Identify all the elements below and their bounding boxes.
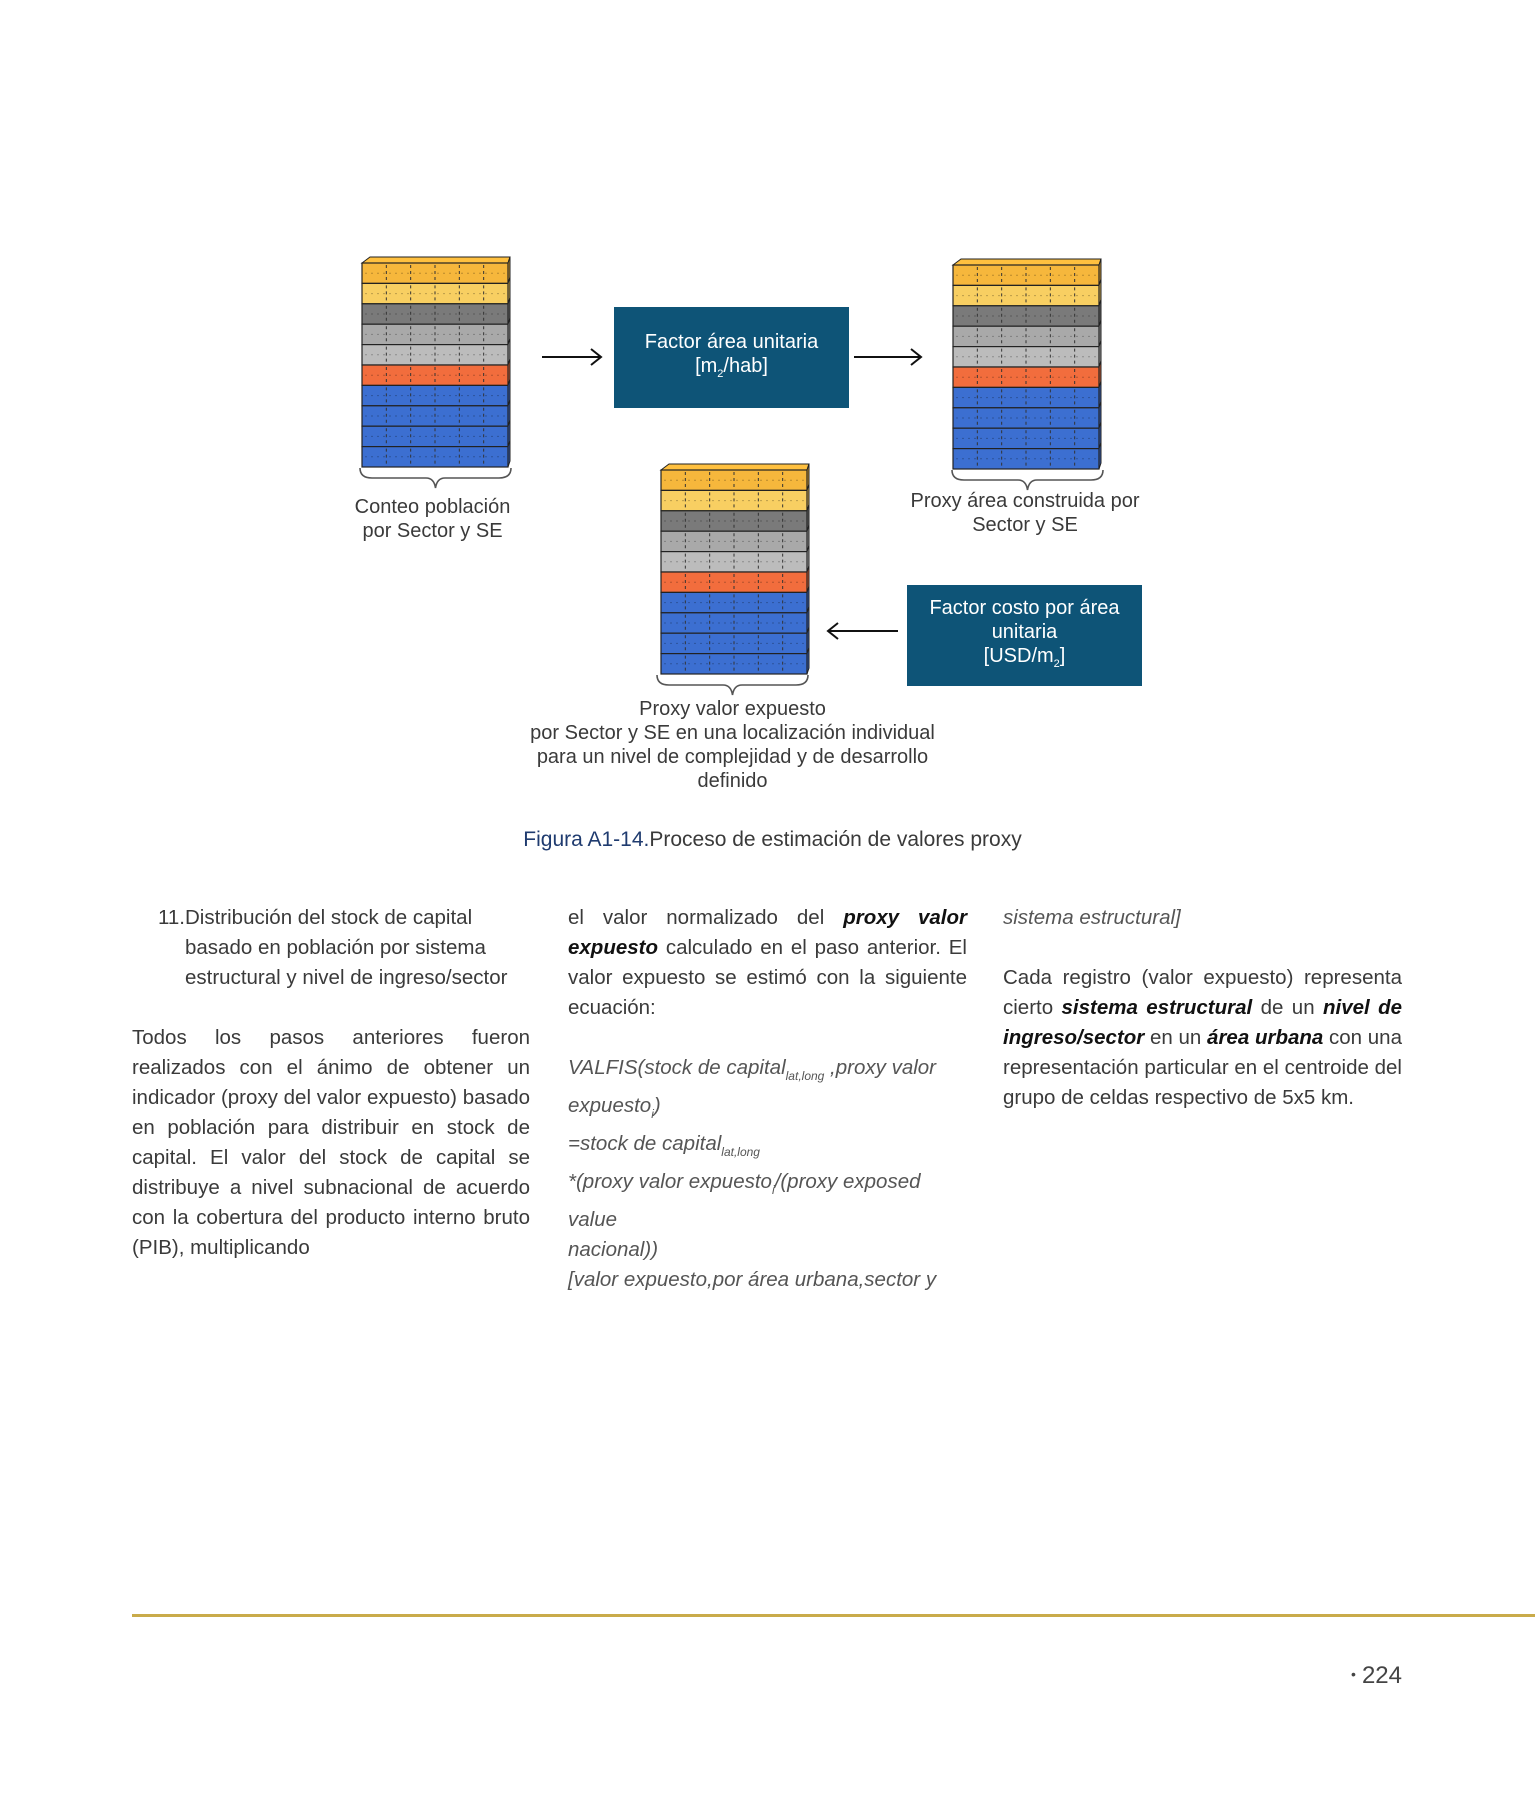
stack-layer-side — [1099, 443, 1101, 469]
eq-line3: =stock de capital$_{lat,long}$ — [568, 1132, 760, 1159]
list-line2: basado en población por sistema — [185, 936, 486, 959]
arrow-right-1 — [540, 346, 604, 368]
col3-paragraph: Cada registro (valor expuesto) representa cierto sistema estructural de un nivel de ingreso/sector en un área urbana con una representación particular en el centroide del grupo de celdas respectivo de 5x5 km. — [1003, 966, 1402, 1109]
brace-bottom — [655, 673, 810, 699]
arrow-left — [824, 620, 900, 642]
list-item — [132, 903, 530, 993]
stack-built-area — [951, 257, 1105, 471]
left-stack-label — [320, 495, 545, 543]
factor-area-box — [614, 307, 849, 408]
equation — [568, 1053, 967, 1295]
factor-cost-box — [907, 585, 1142, 686]
list-line1: Distribución del stock de capital — [185, 906, 473, 929]
box1-line1: Factor área unitaria — [644, 330, 819, 353]
eq-continuation: sistema estructural] — [1003, 906, 1181, 929]
box1-line2: $[m_2/hab]$ — [695, 354, 768, 380]
term-proxy-valor-expuesto: proxy valor expuesto — [568, 906, 967, 959]
column-1 — [132, 903, 530, 1263]
bottom-label-line3: para un nivel de complejidad y de desarrollo — [536, 746, 929, 768]
stack-layers — [661, 464, 809, 674]
col2-paragraph: el valor normalizado del proxy valor expuesto calculado en el paso anterior. El valor expuesto se estimó con la siguiente ecuación: — [568, 906, 967, 1019]
arrow-right-2 — [852, 346, 924, 368]
brace-left — [358, 466, 513, 492]
col1-paragraph: Todos los pasos anteriores fueron realizados con el ánimo de obtener un indicador (proxy del valor expuesto) basado en población para distribuir en stock de capital. El valor del stock de capital se distribuye a nivel subnacional de acuerdo con la cobertura del producto interno bruto (PIB), multiplicando — [132, 1026, 530, 1259]
term-sistema-estructural: sistema estructural — [1061, 996, 1253, 1019]
stack-top-face — [661, 464, 809, 470]
bottom-label-line4: definido — [697, 770, 768, 792]
eq-line4: *(proxy valor expuesto$_i$/(proxy exposed value — [568, 1170, 921, 1231]
eq-line5: nacional)) — [568, 1238, 659, 1261]
stack-top-face — [362, 257, 510, 263]
left-label-line1: Conteo población — [354, 496, 511, 518]
stack-top-face — [953, 259, 1101, 265]
column-3 — [1003, 903, 1402, 1113]
eq-line6: [valor expuesto,por área urbana,sector y — [568, 1268, 937, 1291]
stack-layers — [362, 257, 510, 467]
term-area-urbana: área urbana — [1207, 1026, 1324, 1049]
page-bullet: • — [1351, 1666, 1356, 1682]
eq-line2: expuesto$_i$) — [568, 1094, 661, 1121]
box2-line1: Factor costo por área — [929, 596, 1120, 619]
box2-line3: $[USD/m_2]$ — [983, 644, 1066, 670]
list-line3: estructural y nivel de ingreso/sector — [185, 966, 508, 989]
eq-line1: VALFIS(stock de capital$_{lat,long}$ ,proxy valor — [568, 1056, 937, 1083]
bottom-label-line1: Proxy valor expuesto — [639, 698, 826, 720]
footer-rule — [132, 1614, 1535, 1617]
right-label-line1: Proxy área construida por — [910, 490, 1140, 512]
stack-layer-side — [807, 648, 809, 674]
page-number — [1320, 1662, 1402, 1690]
stack-layers — [953, 259, 1101, 469]
stack-exposed-value — [659, 462, 813, 676]
column-2 — [568, 903, 967, 1295]
bottom-stack-label — [500, 697, 965, 793]
term-nivel-ingreso: nivel de ingreso/sector — [1003, 996, 1402, 1049]
page-number-value: 224 — [1361, 1662, 1402, 1689]
stack-population — [360, 255, 514, 469]
list-number: 11. — [158, 906, 185, 929]
box2-line2: unitaria — [991, 620, 1058, 643]
stack-layer-side — [508, 441, 510, 467]
caption-text: Proceso de estimación de valores proxy — [649, 828, 1022, 851]
right-label-line2: Sector y SE — [972, 514, 1078, 536]
figure-caption — [0, 828, 1535, 852]
caption-label: Figura A1-14. — [523, 828, 650, 851]
left-label-line2: por Sector y SE — [362, 520, 503, 542]
bottom-label-line2: por Sector y SE en una localización individual — [530, 722, 935, 744]
right-stack-label — [895, 489, 1155, 537]
